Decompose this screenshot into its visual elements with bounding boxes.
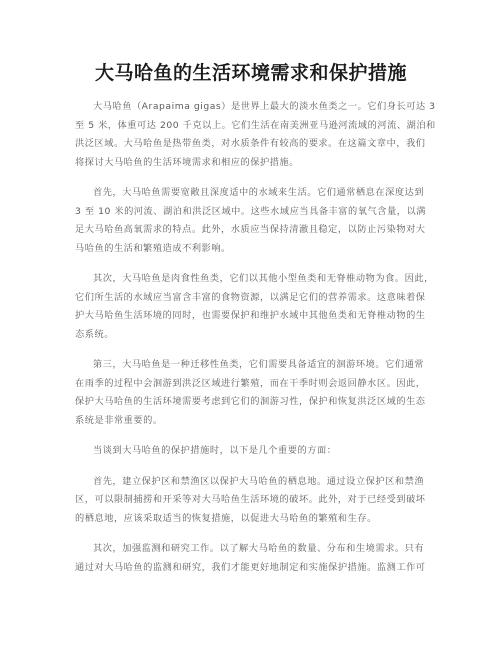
paragraph-line: 通过对大马哈鱼的监测和研究，我们才能更好地制定和实施保护措施。监测工作可 [75, 561, 426, 573]
paragraph-line: 态系统。 [75, 328, 114, 340]
paragraph-intro [75, 98, 436, 172]
paragraph-line: 保护大马哈鱼的生活环境需要考虑到它们的洄游习性，保护和恢复洪泛区域的生态 [75, 396, 426, 407]
paragraph-line: 洪泛区域。大马哈鱼是热带鱼类，对水质条件有较高的要求。在这篇文章中，我们 [75, 138, 426, 149]
paragraph-line: 足大马哈鱼高氧需求的特点。此外，水质应当保持清澈且稳定，以防止污染物对大 [75, 224, 426, 235]
paragraph-line: 首先，大马哈鱼需要宽敞且深度适中的水域来生活。它们通常栖息在深度达到 [93, 187, 425, 198]
paragraph-line: 第三，大马哈鱼是一种迁移性鱼类，它们需要具备适宜的洄游环境。它们通常 [93, 359, 425, 370]
paragraph-line: 3 至 10 米的河流、湖泊和洪泛区域中。这些水域应当具备丰富的氧气含量，以满 [75, 205, 426, 217]
paragraph-line: 马哈鱼的生活和繁殖造成不利影响。 [75, 242, 231, 254]
paragraph-measures-intro [75, 442, 429, 461]
paragraph-line: 当谈到大马哈鱼的保护措施时，以下是几个重要的方面： [93, 445, 337, 456]
paragraph-line: 区，可以限制捕捞和开采等对大马哈鱼生活环境的破坏。此外，对于已经受到破坏 [75, 494, 426, 505]
paragraph-monitoring [75, 540, 429, 577]
paragraph-line: 其次，大马哈鱼是肉食性鱼类，它们以其他小型鱼类和无脊椎动物为食。因此， [93, 273, 434, 284]
paragraph-migration [75, 356, 429, 430]
paragraph-line: 系统是非常重要的。 [75, 414, 163, 426]
paragraph-line: 它们所生活的水域应当富含丰富的食物资源，以满足它们的营养需求。这意味着保 [75, 291, 426, 303]
paragraph-diet [75, 270, 434, 344]
paragraph-line: 至 5 米，体重可达 200 千克以上。它们生活在南美洲亚马逊河流域的河流、湖泊和 [75, 119, 436, 131]
paragraph-line: 首先，建立保护区和禁渔区以保护大马哈鱼的栖息地。通过设立保护区和禁渔 [93, 475, 425, 487]
paragraph-reserves [75, 473, 429, 529]
document-body [75, 98, 436, 589]
paragraph-line: 在雨季的过程中会洄游到洪泛区域进行繁殖，而在干季时则会返回静水区。因此， [75, 377, 426, 389]
paragraph-habitat [75, 184, 429, 258]
paragraph-line: 其次，加强监测和研究工作。以了解大马哈鱼的数量、分布和生境需求。只有 [93, 543, 425, 554]
document-title: 大马哈鱼的生活环境需求和保护措施 [94, 62, 407, 84]
paragraph-line: 大马哈鱼（Arapaima gigas）是世界上最大的淡水鱼类之一。它们身长可达 3 [93, 101, 436, 112]
paragraph-line: 将探讨大马哈鱼的生活环境需求和相应的保护措施。 [75, 156, 299, 168]
paragraph-line: 护大马哈鱼生活环境的同时，也需要保护和维护水域中其他鱼类和无脊椎动物的生 [75, 310, 426, 321]
paragraph-line: 的栖息地，应该采取适当的恢复措施，以促进大马哈鱼的繁殖和生存。 [75, 512, 377, 524]
